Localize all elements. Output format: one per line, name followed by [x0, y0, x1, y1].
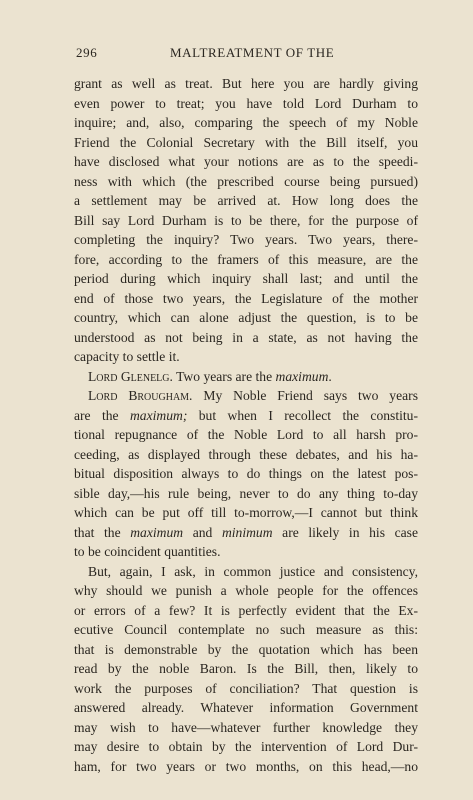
text-run: Two years are the — [172, 368, 276, 384]
italic-text: maximum — [275, 368, 329, 384]
text-line: country, which can alone adjust the question, is to be — [74, 310, 418, 325]
text-line: But, again, I ask, in common justice and consistency, — [88, 563, 418, 579]
text-run: but when I recollect the constitu- — [187, 407, 419, 423]
text-run: are the — [74, 407, 130, 423]
text-line: end of those two years, the Legislature of the mother — [74, 290, 418, 306]
text-line: understood as not being in a state, as not having the — [74, 329, 418, 345]
text-line: capacity to settle it. — [74, 349, 180, 364]
text-line: ceeding, as displayed through these debates, and his ha- — [74, 446, 418, 462]
italic-text: maximum; — [129, 407, 188, 423]
text-line: a settlement may be arrived at. How long does the — [74, 193, 418, 208]
text-line: have disclosed what your notions are as to the speedi- — [74, 154, 418, 169]
running-head: MALTREATMENT OF THE — [170, 45, 335, 60]
text-run: My Noble Friend says two years — [192, 388, 418, 403]
paragraph — [74, 562, 418, 777]
body-text — [74, 74, 418, 776]
text-line — [74, 406, 418, 426]
page-header — [76, 45, 418, 63]
text-line: grant as well as treat. But here you are hardly giving — [74, 76, 418, 91]
text-line: tional repugnance of the Noble Lord to all harsh pro- — [74, 427, 418, 442]
text-run: that the — [74, 524, 131, 540]
text-line: inquire; and, also, comparing the speech of my Noble — [74, 115, 418, 130]
text-line — [74, 367, 418, 387]
text-line: Bill say Lord Durham is to be there, for the purpose of — [74, 212, 418, 228]
text-line: Friend the Colonial Secretary with the Bill itself, you — [74, 134, 418, 150]
text-run: and — [183, 524, 222, 540]
text-run: . — [328, 368, 332, 384]
text-line: ham, for two years or two months, on this head,—no — [74, 758, 418, 774]
paragraph — [74, 74, 418, 367]
text-line: ecutive Council contemplate no such measure as this: — [74, 622, 418, 637]
text-line: answered already. Whatever information Government — [74, 700, 418, 715]
paragraph — [74, 367, 418, 387]
text-line: may wish to have—whatever further knowledge they — [74, 719, 418, 735]
paragraph — [74, 386, 418, 562]
text-line: work the purposes of conciliation? That question is — [74, 680, 418, 696]
italic-text: maximum — [130, 524, 184, 540]
page-number: 296 — [76, 45, 98, 60]
text-line: bitual disposition always to do things on the latest pos- — [74, 466, 418, 481]
text-line: or errors of a few? It is perfectly evident that the Ex- — [74, 602, 418, 618]
text-line: sible day,—his rule being, never to do any thing to-day — [74, 485, 418, 501]
text-line: fore, according to the framers of this measure, are the — [74, 251, 418, 267]
text-line: that is demonstrable by the quotation which has been — [74, 641, 418, 657]
text-line: read by the noble Baron. Is the Bill, then, likely to — [74, 661, 418, 676]
italic-text: minimum — [221, 524, 273, 540]
text-line: which can be put off till to-morrow,—I cannot but think — [74, 505, 418, 520]
text-line — [74, 386, 418, 406]
text-line: ness with which (the prescribed course being pursued) — [74, 173, 418, 189]
text-run: are likely in his case — [272, 524, 418, 540]
speaker-name: Lord Brougham. — [88, 388, 193, 403]
text-line: even power to treat; you have told Lord Durham to — [74, 95, 418, 111]
speaker-name: Lord Glenelg. — [88, 368, 173, 384]
text-line: may desire to obtain by the intervention of Lord Dur- — [74, 739, 418, 754]
text-line: completing the inquiry? Two years. Two years, there- — [74, 232, 418, 247]
text-line: to be coincident quantities. — [74, 544, 221, 559]
text-line: why should we punish a whole people for the offences — [74, 583, 418, 598]
text-line — [74, 523, 418, 543]
text-line: period during which inquiry shall last; and until the — [74, 271, 418, 286]
